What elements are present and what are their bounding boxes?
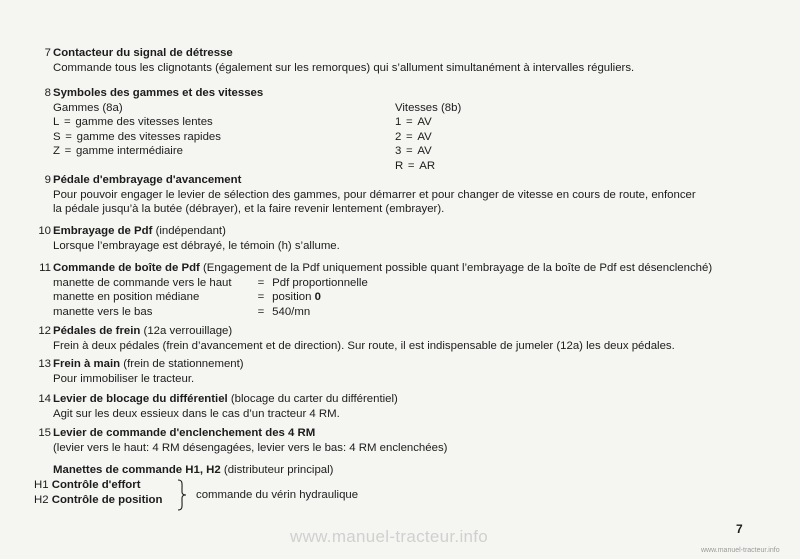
gamme-key: L [53,116,60,128]
item-title: Pédales de frein [53,325,141,337]
equals-sign: = [257,276,265,289]
item-text: (levier vers le haut: 4 RM désengagées, levier vers le bas: 4 RM enclenchées) [53,441,448,454]
page-number: 7 [736,522,743,536]
item-number: 12 [38,325,51,337]
symbols-columns [53,101,773,172]
item-text-line: Pour pouvoir engager le levier de sélection des gammes, pour démarrer et pour changer de vitesse en cours de route, enfoncer [53,188,696,201]
gammes-heading: Gammes (8a) [53,101,123,114]
equals-sign: = [64,116,71,128]
right-brace-icon [175,479,189,511]
pdf-settings-table [53,276,773,320]
control-code: H1 [34,479,49,491]
item-title: Embrayage de Pdf [53,225,153,237]
equals-sign: = [64,145,72,157]
vitesse-row [395,115,461,130]
pdf-setting-value-bold: 0 [314,291,321,303]
gamme-row [53,144,221,159]
gamme-value: gamme des vitesses rapides [76,130,221,143]
item-text: Pour immobiliser le tracteur. [53,372,195,385]
vitesse-key: 1 [395,116,402,128]
item-title: Contacteur du signal de détresse [53,47,233,59]
vitesse-row [395,159,461,174]
control-label: Contrôle de position [51,493,163,506]
item-number: 9 [44,174,51,186]
gamme-key: Z [53,145,60,157]
item-number: 11 [39,262,51,274]
control-label: Contrôle d'effort [51,479,141,491]
item-text: Lorsque l’embrayage est débrayé, le témoin (h) s’allume. [53,239,340,252]
hydraulic-controls [34,478,534,512]
equals-sign: = [407,159,415,172]
manettes-title: Manettes de commande H1, H2 [53,464,221,476]
equals-sign: = [406,145,413,157]
pdf-setting-label: manette en position médiane [53,291,200,303]
pdf-setting-label: manette vers le bas [53,305,153,318]
item-title: Levier de blocage du différentiel [53,393,228,405]
vitesse-row [395,130,461,145]
equals-sign: = [257,291,265,303]
item-title-suffix: (frein de stationnement) [123,358,244,370]
item-number: 14 [38,393,51,405]
item-title: Frein à main [53,358,121,370]
item-title: Commande de boîte de Pdf [53,262,200,274]
pdf-setting-label: manette de commande vers le haut [53,276,232,289]
equals-sign: = [406,116,413,128]
control-row [34,478,162,493]
item-title-suffix: (12a verrouillage) [143,325,233,337]
vitesse-value: AR [419,159,436,172]
vitesse-value: AV [417,130,432,143]
control-code: H2 [34,493,49,506]
item-title: Levier de commande d'enclenchement des 4 RM [53,427,316,439]
item-number: 7 [44,47,51,59]
watermark: www.manuel-tracteur.info [290,527,489,546]
equals-sign: = [65,130,72,143]
watermark-small: www.manuel-tracteur.info [701,547,780,554]
gammes-column [53,101,221,159]
item-title-suffix: (Engagement de la Pdf uniquement possible quant l’embrayage de la boîte de Pdf est désenclenché) [203,262,713,274]
gamme-row [53,115,221,130]
equals-sign: = [257,305,265,318]
pdf-setting-row [53,276,368,291]
item-title: Pédale d'embrayage d'avancement [53,174,242,186]
equals-sign: = [406,130,413,143]
item-number: 8 [44,87,51,99]
item-title-suffix: (indépendant) [155,225,226,237]
vitesse-value: AV [417,145,432,157]
pdf-setting-value: 540/mn [272,305,311,318]
item-title-suffix: (blocage du carter du différentiel) [230,393,398,405]
gamme-value: gamme intermédiaire [75,145,183,157]
pdf-setting-row [53,305,310,320]
item-title: Symboles des gammes et des vitesses [53,87,264,99]
item-number: 10 [38,225,51,237]
item-text: Frein à deux pédales (frein d’avancement et de direction). Sur route, il est indispensable de jumeler (12a) les deux pédales. [53,339,675,352]
vitesse-row [395,144,461,159]
item-number: 13 [38,358,51,370]
pdf-setting-row [53,290,321,305]
pdf-setting-value: position [272,291,312,303]
gamme-key: S [53,130,61,143]
manettes-title-suffix: (distributeur principal) [223,464,334,476]
gamme-row [53,130,221,145]
vitesse-key: 2 [395,130,402,143]
item-text: Commande tous les clignotants (également sur les remorques) qui s’allument simultanément à intervalles réguliers. [53,61,635,74]
vitesse-key: 3 [395,145,402,157]
item-number: 15 [38,427,51,439]
gamme-value: gamme des vitesses lentes [75,116,213,128]
item-text-line: la pédale jusqu’à la butée (débrayer), et la faire revenir lentement (embrayer). [53,203,445,215]
vitesse-key: R [395,159,404,172]
vitesse-value: AV [417,116,432,128]
brace-description: commande du vérin hydraulique [196,489,359,501]
control-row [34,493,162,508]
vitesses-column [395,101,461,174]
pdf-setting-value: Pdf proportionnelle [272,276,368,289]
item-text: Agit sur les deux essieux dans le cas d’un tracteur 4 RM. [53,407,340,420]
vitesses-heading: Vitesses (8b) [395,101,462,114]
